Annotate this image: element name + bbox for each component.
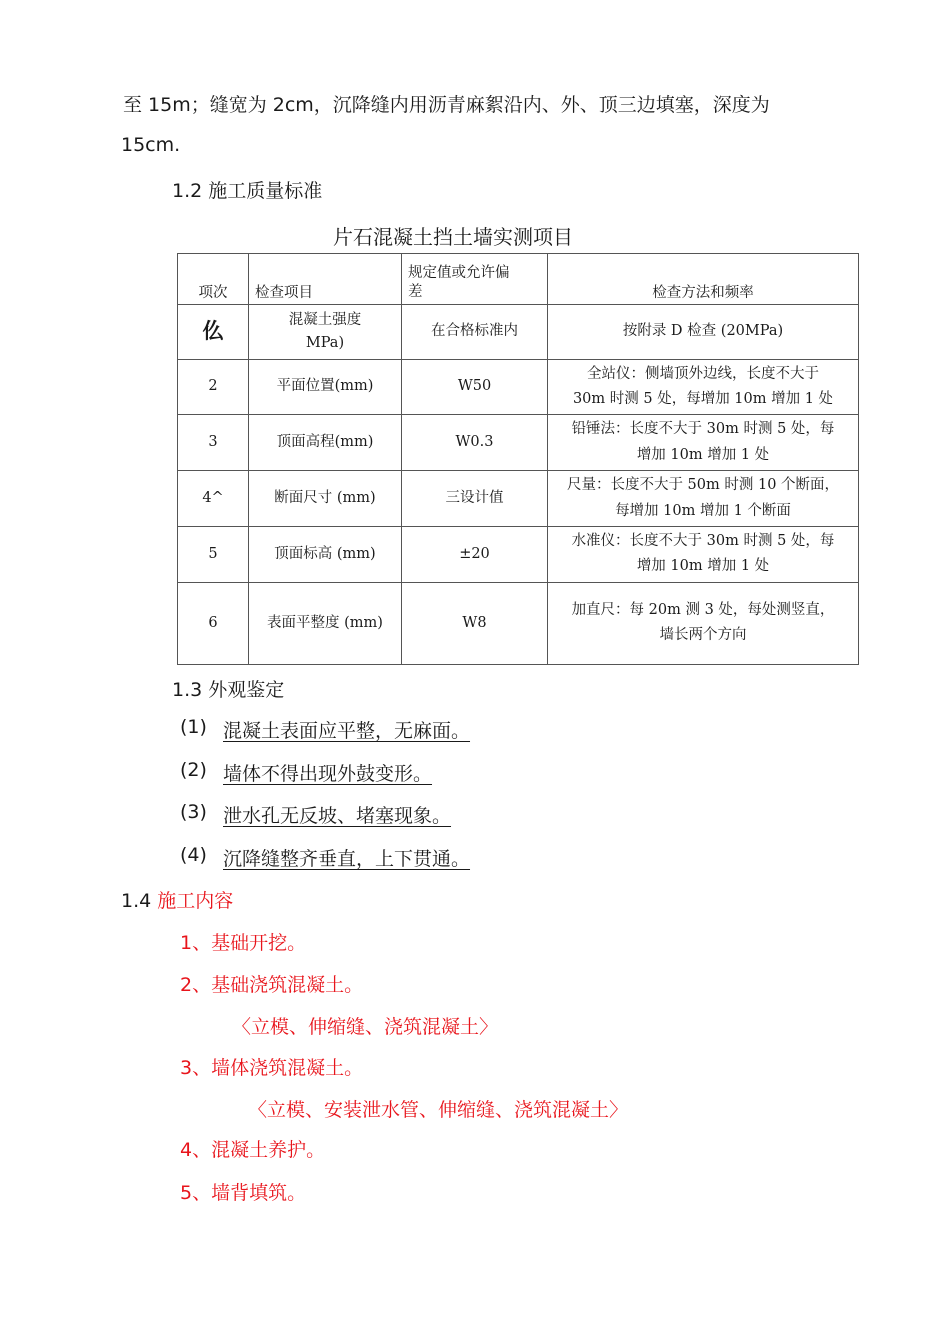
table-row [178, 582, 859, 664]
row-method: 按附录 D 检查 (20MPa) [548, 304, 859, 359]
list-item: 3、墙体浇筑混凝土。 [180, 1057, 364, 1079]
table-row [178, 415, 859, 471]
row-method: 加直尺：每 20m 测 3 处，每处测竖直， 墙长两个方向 [548, 582, 859, 664]
list-item: 混凝土表面应平整，无麻面。 [223, 720, 471, 742]
table-row [178, 471, 859, 527]
list-item-num: (2) [180, 759, 207, 781]
table-header-row [178, 254, 859, 305]
row-std: ±20 [402, 526, 548, 582]
row-item: 混凝土强度 MPa) [249, 304, 402, 359]
list-item: 泄水孔无反坡、堵塞现象。 [223, 805, 452, 827]
row-item: 顶面标高 (mm) [249, 526, 402, 582]
row-method: 全站仪：侧墙顶外边线，长度不大于 30m 时测 5 处，每增加 10m 增加 1 处 [548, 359, 859, 415]
row-item: 表面平整度 (mm) [249, 582, 402, 664]
spec-table [177, 253, 859, 665]
row-std: W8 [402, 582, 548, 664]
list-item-num: (4) [180, 844, 207, 866]
intro-line-1: 至 15m；缝宽为 2cm，沉降缝内用沥青麻絮沿内、外、顶三边填塞，深度为 [123, 94, 770, 116]
list-item: 1、基础开挖。 [180, 932, 307, 954]
row-method: 水准仪：长度不大于 30m 时测 5 处，每 增加 10m 增加 1 处 [548, 526, 859, 582]
row-no: 6 [178, 582, 249, 664]
row-no: 5 [178, 526, 249, 582]
table-row [178, 304, 859, 359]
row-no: 2 [178, 359, 249, 415]
header-std-line-1: 规定值或允许偏 [408, 265, 510, 281]
table-title: 片石混凝土挡土墙实测项目 [333, 225, 573, 249]
header-item: 检查项目 [249, 254, 402, 305]
row-no: 3 [178, 415, 249, 471]
list-item: 2、基础浇筑混凝土。 [180, 974, 364, 996]
section-1-4-number: 1.4 [121, 890, 152, 912]
intro-line-2: 15cm. [121, 134, 181, 156]
row-std: 三设计值 [402, 471, 548, 527]
list-item: 4、混凝土养护。 [180, 1139, 326, 1161]
row-item: 平面位置(mm) [249, 359, 402, 415]
list-item-num: (1) [180, 716, 207, 738]
row-method: 尺量：长度不大于 50m 时测 10 个断面， 每增加 10m 增加 1 个断面 [548, 471, 859, 527]
list-item-sub: 〈立模、安装泄水管、伸缩缝、浇筑混凝土〉 [248, 1099, 629, 1121]
list-item: 5、墙背填筑。 [180, 1182, 307, 1204]
row-method: 铅锤法：长度不大于 30m 时测 5 处，每 增加 10m 增加 1 处 [548, 415, 859, 471]
header-std [402, 254, 548, 305]
row-no: 4^ [178, 471, 249, 527]
table-row [178, 526, 859, 582]
header-no: 项次 [178, 254, 249, 305]
list-item: 沉降缝整齐垂直，上下贯通。 [223, 848, 471, 870]
table-row [178, 359, 859, 415]
list-item: 墙体不得出现外鼓变形。 [223, 763, 433, 785]
header-method: 检查方法和频率 [548, 254, 859, 305]
row-std: W50 [402, 359, 548, 415]
row-item: 顶面高程(mm) [249, 415, 402, 471]
row-std: 在合格标准内 [402, 304, 548, 359]
section-1-3-heading: 1.3 外观鉴定 [172, 679, 285, 701]
section-1-4-title: 施工内容 [157, 890, 234, 912]
section-1-2-heading: 1.2 施工质量标准 [172, 180, 323, 202]
row-std: W0.3 [402, 415, 548, 471]
list-item-sub: 〈立模、伸缩缝、浇筑混凝土〉 [232, 1016, 499, 1038]
list-item-num: (3) [180, 801, 207, 823]
section-1-4-heading [121, 886, 233, 913]
header-std-line-2: 差 [408, 283, 423, 300]
row-no: 仫 [178, 304, 249, 359]
row-item: 断面尺寸 (mm) [249, 471, 402, 527]
